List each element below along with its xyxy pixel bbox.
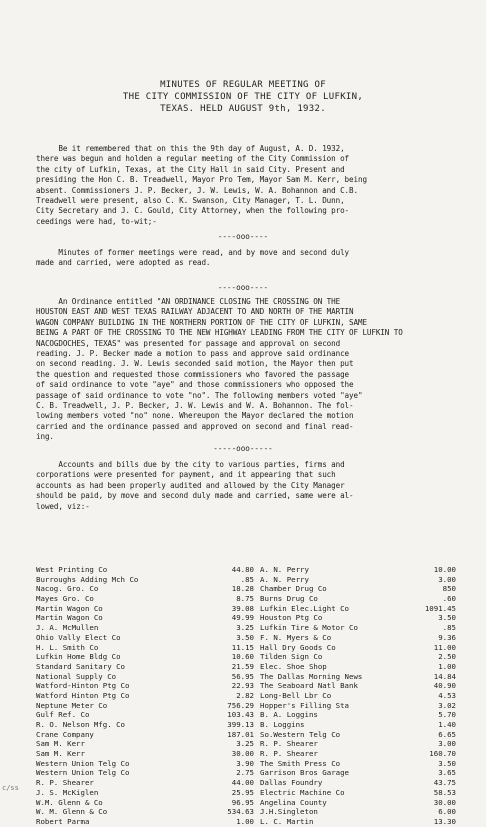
- account-row: [36, 633, 254, 643]
- account-row: [36, 594, 254, 604]
- account-name: Dallas Foundry: [260, 778, 323, 788]
- account-name: Long-Bell Lbr Co: [260, 690, 332, 700]
- account-amount: .85: [240, 574, 254, 584]
- account-amount: 11.15: [231, 642, 254, 652]
- account-name: The Seaboard Natl Bank: [260, 681, 358, 691]
- account-row: [36, 681, 254, 691]
- account-row: [260, 613, 456, 623]
- account-name: Neptune Meter Co: [36, 700, 108, 710]
- account-name: R. P. Shearer: [260, 749, 318, 759]
- account-row: [260, 739, 456, 749]
- account-row: [36, 643, 254, 653]
- account-name: R. P. Shearer: [36, 778, 94, 788]
- account-amount: 3.02: [438, 700, 456, 710]
- account-name: Western Union Telg Co: [36, 768, 130, 778]
- account-name: B. Loggins: [260, 720, 305, 729]
- account-name: J.H.Singleton: [260, 807, 318, 817]
- account-name: Standard Sanitary Co: [36, 661, 125, 671]
- account-name: Tilden Sign Co: [260, 652, 323, 662]
- account-amount: 30.00: [231, 749, 254, 759]
- account-row: [260, 662, 456, 672]
- account-amount: 6.00: [438, 807, 456, 817]
- account-name: Gulf Ref. Co: [36, 710, 90, 720]
- account-row: [36, 604, 254, 614]
- account-name: L. C. Martin: [260, 816, 314, 826]
- separator-1: ----ooo----: [217, 232, 269, 241]
- account-row: [36, 584, 254, 594]
- account-amount: 5.70: [438, 710, 456, 720]
- account-row: [260, 749, 456, 759]
- account-amount: 9.36: [438, 632, 456, 642]
- account-amount: 3.50: [438, 613, 456, 623]
- account-row: [36, 798, 254, 808]
- ordinance-paragraph: An Ordinance entitled "AN ORDINANCE CLOSING THE CROSSING ON THE HOUSTON EAST AND WEST TEXAS RAILWAY ADJACENT TO AND NORTH OF THE MARTIN WAGON COMPANY BUILDING IN THE NORTHERN PORTION OF THE CITY OF LUFKIN, SAME BEING A PART OF THE CROSSING TO THE NEW HIGHWAY LEADING FROM THE CITY OF LUFKIN TO NACOGDOCHES, TEXAS" was presented for passage and approval on second reading. J. P. Becker made a motion to pass and approve said ordinance on second reading. J. W. Lewis seconded said motion, the Mayor then put the question and requested those commissioners who favored the passage of said ordinance to vote "aye" and those commissioners who opposed the passage of said ordinance to vote "no". The following members voted "aye" C. B. Treadwell, J. P. Becker, J. W. Lewis and W. A. Bohannon. The fol- lowing members voted "no" none. Whereupon the Mayor declared the motion carried and the ordinance passed and approved on second and final read- ing.: [36, 297, 403, 442]
- account-row: [260, 604, 456, 614]
- account-row: [36, 749, 254, 759]
- account-amount: 49.99: [231, 613, 254, 623]
- account-row: [36, 739, 254, 749]
- account-amount: 4.53: [438, 690, 456, 700]
- account-amount: 44.00: [231, 778, 254, 788]
- account-name: So.Western Telg Co: [260, 729, 341, 739]
- account-row: [36, 575, 254, 585]
- account-amount: 850: [442, 584, 456, 594]
- account-amount: 22.93: [231, 681, 254, 691]
- account-row: [260, 623, 456, 633]
- account-amount: 14.84: [433, 671, 456, 681]
- account-row: [260, 817, 456, 827]
- account-row: [36, 759, 254, 769]
- accounts-left-column: [36, 565, 254, 827]
- accounts-right-column: [260, 565, 456, 827]
- account-amount: 534.63: [227, 807, 254, 817]
- accounts-paragraph: Accounts and bills due by the city to various parties, firms and corporations were presented for payment, and it appearing that such accounts as had been properly audited and allowed by the City Manager should be paid, by move and second duly made and carried, same were al- lowed, viz:-: [36, 460, 354, 511]
- account-name: Garrison Bros Garage: [260, 768, 349, 778]
- account-amount: 3.25: [236, 739, 254, 749]
- separator-3: -----ooo-----: [213, 444, 273, 453]
- account-amount: 103.43: [227, 710, 254, 720]
- account-row: [36, 672, 254, 682]
- account-name: Nacog. Gro. Co: [36, 584, 99, 594]
- account-row: [260, 652, 456, 662]
- account-amount: 39.08: [231, 603, 254, 613]
- account-name: Electric Machine Co: [260, 787, 345, 797]
- account-row: [36, 652, 254, 662]
- account-row: [260, 691, 456, 701]
- account-name: Lufkin Elec.Light Co: [260, 603, 349, 613]
- account-amount: 10.00: [433, 565, 456, 574]
- account-row: [260, 594, 456, 604]
- footer-mark: c/ss: [2, 784, 19, 792]
- account-amount: 3.50: [236, 632, 254, 642]
- account-row: [260, 730, 456, 740]
- account-amount: 2.75: [236, 768, 254, 778]
- account-amount: 18.28: [231, 584, 254, 594]
- account-name: Western Union Telg Co: [36, 758, 130, 768]
- account-name: Hopper's Filling Sta: [260, 700, 349, 710]
- account-row: [36, 807, 254, 817]
- account-amount: 40.90: [433, 681, 456, 691]
- account-amount: 2.82: [236, 690, 254, 700]
- account-amount: 3.25: [236, 623, 254, 633]
- account-row: [260, 807, 456, 817]
- account-name: Houston Ptg Co: [260, 613, 323, 623]
- account-name: F. N. Myers & Co: [260, 632, 332, 642]
- opening-paragraph: Be it remembered that on this the 9th day of August, A. D. 1932, there was begun and holden a regular meeting of the City Commission of the city of Lufkin, Texas, at the City Hall in said City. Present and presiding the Hon C. B. Treadwell, Mayor Pro Tem, Mayor Sam M. Kerr, being absent. Commissioners J. P. Becker, J. W. Lewis, W. A. Bohannon and C.B. Treadwell were present, also C. K. Swanson, City Manager, T. L. Dunn, City Secretary and J. C. Gould, City Attorney, when the following pro- ceedings were had, to-wit;-: [36, 144, 367, 226]
- account-amount: 3.50: [438, 758, 456, 768]
- account-row: [36, 662, 254, 672]
- account-name: Crane Company: [36, 729, 94, 739]
- heading-line-1: MINUTES OF REGULAR MEETING OF: [160, 80, 326, 90]
- separator-2: ----ooo----: [217, 283, 269, 292]
- account-amount: 58.53: [433, 787, 456, 797]
- account-row: [36, 730, 254, 740]
- account-amount: 10.60: [231, 652, 254, 662]
- account-name: Lufkin Tire & Motor Co: [260, 623, 358, 633]
- account-amount: 6.65: [438, 729, 456, 739]
- heading-line-2: THE CITY COMMISSION OF THE CITY OF LUFKIN,: [122, 92, 364, 102]
- account-row: [260, 759, 456, 769]
- account-name: Martin Wagon Co: [36, 613, 103, 623]
- account-amount: 96.95: [231, 797, 254, 807]
- account-row: [260, 565, 456, 575]
- account-amount: 11.00: [433, 642, 456, 652]
- account-row: [36, 768, 254, 778]
- account-row: [260, 768, 456, 778]
- account-amount: 43.75: [433, 778, 456, 788]
- account-amount: 56.95: [231, 671, 254, 681]
- account-name: A. N. Perry: [260, 565, 309, 574]
- account-row: [36, 788, 254, 798]
- account-amount: 3.90: [236, 758, 254, 768]
- account-amount: 160.70: [429, 749, 456, 759]
- account-row: [260, 701, 456, 711]
- account-row: [260, 643, 456, 653]
- account-amount: 21.59: [231, 661, 254, 671]
- account-amount: 44.80: [231, 565, 254, 574]
- account-name: Robert Parma: [36, 816, 90, 826]
- account-name: National Supply Co: [36, 671, 117, 681]
- account-row: [36, 817, 254, 827]
- account-name: West Printing Co: [36, 565, 108, 574]
- account-amount: 1091.45: [424, 603, 456, 613]
- account-row: [260, 584, 456, 594]
- account-row: [36, 623, 254, 633]
- account-amount: 1.00: [438, 661, 456, 671]
- account-name: Ohio Vally Elect Co: [36, 632, 121, 642]
- account-amount: .85: [442, 623, 456, 633]
- account-name: B. A. Loggins: [260, 710, 318, 720]
- account-name: Elec. Shoe Shop: [260, 661, 327, 671]
- account-name: Sam M. Kerr: [36, 749, 85, 759]
- account-name: Watford Hinton Ptg Co: [36, 690, 130, 700]
- account-row: [36, 778, 254, 788]
- account-name: Chamber Drug Co: [260, 584, 327, 594]
- account-amount: 1.40: [438, 720, 456, 729]
- account-amount: 3.65: [438, 768, 456, 778]
- account-row: [260, 575, 456, 585]
- account-name: Martin Wagon Co: [36, 603, 103, 613]
- account-row: [260, 720, 456, 730]
- account-name: J. A. McMullen: [36, 623, 99, 633]
- account-name: Hall Dry Goods Co: [260, 642, 336, 652]
- account-amount: 399.13: [227, 720, 254, 729]
- account-name: Angelina County: [260, 797, 327, 807]
- account-name: The Dallas Morning News: [260, 671, 363, 681]
- account-name: Lufkin Home Bldg Co: [36, 652, 121, 662]
- account-amount: 187.01: [227, 729, 254, 739]
- account-row: [36, 613, 254, 623]
- account-name: Sam M. Kerr: [36, 739, 85, 749]
- account-amount: 2.50: [438, 652, 456, 662]
- account-name: W. M. Glenn & Co: [36, 807, 108, 817]
- account-amount: .60: [442, 594, 456, 604]
- heading-line-3: TEXAS. HELD AUGUST 9th, 1932.: [160, 104, 326, 114]
- account-row: [260, 788, 456, 798]
- account-row: [36, 701, 254, 711]
- minutes-paragraph: Minutes of former meetings were read, and by move and second duly made and carried, were adopted as read.: [36, 248, 350, 268]
- account-amount: 3.00: [438, 574, 456, 584]
- account-name: Mayes Gro. Co: [36, 594, 94, 604]
- account-name: H. L. Smith Co: [36, 642, 99, 652]
- account-name: Watford-Hinton Ptg Co: [36, 681, 130, 691]
- account-row: [260, 710, 456, 720]
- account-amount: 25.95: [231, 787, 254, 797]
- account-name: J. S. McKiglen: [36, 787, 99, 797]
- account-row: [260, 672, 456, 682]
- account-row: [36, 720, 254, 730]
- account-name: W.M. Glenn & Co: [36, 797, 103, 807]
- account-row: [36, 710, 254, 720]
- account-row: [260, 778, 456, 788]
- account-name: R. P. Shearer: [260, 739, 318, 749]
- account-name: The Smith Press Co: [260, 758, 341, 768]
- account-row: [260, 681, 456, 691]
- account-row: [36, 691, 254, 701]
- account-amount: 30.00: [433, 797, 456, 807]
- account-name: A. N. Perry: [260, 574, 309, 584]
- account-amount: 8.75: [236, 594, 254, 604]
- account-amount: 3.00: [438, 739, 456, 749]
- account-amount: 1.00: [236, 816, 254, 826]
- account-name: R. O. Nelson Mfg. Co: [36, 720, 125, 729]
- account-name: Burns Drug Co: [260, 594, 318, 604]
- account-amount: 13.30: [433, 816, 456, 826]
- account-name: Burroughs Adding Mch Co: [36, 574, 139, 584]
- account-row: [260, 633, 456, 643]
- account-row: [260, 798, 456, 808]
- account-amount: 756.29: [227, 700, 254, 710]
- account-row: [36, 565, 254, 575]
